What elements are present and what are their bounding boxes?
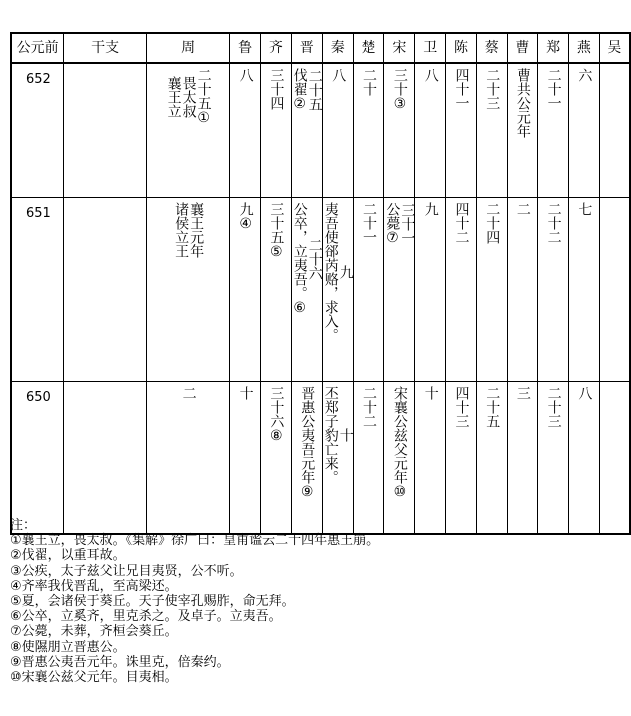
cell-text: 六 xyxy=(576,68,593,82)
cell-wei xyxy=(415,382,446,535)
year-cell: 652 xyxy=(11,63,64,198)
cell-text: 二十二 xyxy=(361,386,378,428)
table-row xyxy=(11,382,630,535)
cell-text: 畏太叔 xyxy=(180,76,197,118)
cell-song xyxy=(384,382,415,535)
header-qi: 齐 xyxy=(260,33,291,63)
year-cell: 650 xyxy=(11,382,64,535)
cell-text: 二十 xyxy=(361,68,378,96)
cell-text: 二十一 xyxy=(361,202,378,244)
cell-text: 二十四 xyxy=(484,202,501,244)
cell-text: 二十五① xyxy=(195,68,212,126)
ganzhi-cell xyxy=(64,382,147,535)
header-year: 公元前 xyxy=(11,33,64,63)
header-lu: 鲁 xyxy=(230,33,261,63)
header-chen: 陈 xyxy=(446,33,477,63)
cell-cao xyxy=(507,198,538,382)
table-body xyxy=(11,63,630,534)
cell-text: 二十二 xyxy=(545,202,562,244)
note-line: ⑦公薨，未葬，齐桓会葵丘。 xyxy=(10,624,178,640)
cell-cai xyxy=(476,63,507,198)
cell-text: 襄王立 xyxy=(165,76,182,118)
cell-lu xyxy=(230,382,261,535)
note-line: ①襄王立，畏太叔。《集解》徐广曰：皇甫谧云二十四年惠王崩。 xyxy=(10,533,380,549)
note-line: ⑨晋惠公夷吾元年。诛里克，倍秦约。 xyxy=(10,654,230,670)
cell-qin xyxy=(322,382,353,535)
cell-zhou xyxy=(146,198,229,382)
cell-song xyxy=(384,63,415,198)
cell-yan xyxy=(569,382,600,535)
note-line: ③公疾，太子兹父让兄目夷贤，公不听。 xyxy=(10,563,243,579)
cell-text: 七 xyxy=(576,202,593,216)
cell-text: 曹共公元年 xyxy=(514,68,531,138)
cell-text: 诸侯立王 xyxy=(173,202,190,258)
header-song: 宋 xyxy=(384,33,415,63)
cell-text: 襄王元年 xyxy=(188,202,205,258)
cell-text: 二 xyxy=(514,202,531,216)
cell-text: 晋惠公夷吾元年⑨ xyxy=(299,386,316,500)
cell-text: 十 xyxy=(422,386,439,400)
cell-jin xyxy=(291,63,322,198)
notes-heading: 注： xyxy=(10,518,37,533)
cell-text: 三十一 xyxy=(399,203,416,245)
cell-text: 三十③ xyxy=(391,68,408,112)
cell-zheng xyxy=(538,63,569,198)
cell-wu xyxy=(599,382,630,535)
cell-text: 四十三 xyxy=(453,386,470,428)
cell-text: 二十五 xyxy=(484,386,501,428)
cell-jin xyxy=(291,198,322,382)
cell-wei xyxy=(415,198,446,382)
cell-text: 二 xyxy=(180,386,197,400)
cell-lu xyxy=(230,198,261,382)
header-zhou: 周 xyxy=(146,33,229,63)
cell-text: 二十三 xyxy=(545,386,562,428)
cell-zhou xyxy=(146,382,229,535)
cell-qi xyxy=(260,382,291,535)
cell-zheng xyxy=(538,382,569,535)
cell-text: 三十六⑧ xyxy=(268,386,285,444)
cell-text: 伐翟② xyxy=(291,68,308,112)
notes-section xyxy=(10,518,379,685)
cell-text: 丕郑子豹亡来。 xyxy=(322,386,339,484)
cell-chu xyxy=(353,198,384,382)
header-qin: 秦 xyxy=(322,33,353,63)
note-line: ⑧使隰朋立晋惠公。 xyxy=(10,639,126,655)
cell-text: 八 xyxy=(237,68,254,82)
cell-text: 八 xyxy=(576,386,593,400)
cell-zhou xyxy=(146,63,229,198)
header-zheng: 郑 xyxy=(538,33,569,63)
header-chu: 楚 xyxy=(353,33,384,63)
cell-text: 公薨⑦ xyxy=(384,202,401,246)
cell-text: 八 xyxy=(422,68,439,82)
cell-chu xyxy=(353,382,384,535)
header-ganzhi: 干支 xyxy=(64,33,147,63)
cell-text: 四十一 xyxy=(453,68,470,110)
header-wu: 吴 xyxy=(599,33,630,63)
header-yan: 燕 xyxy=(569,33,600,63)
cell-text: 八 xyxy=(330,68,347,82)
cell-text: 十 xyxy=(337,428,354,442)
cell-text: 二十六 xyxy=(306,238,323,280)
header-row xyxy=(11,33,630,63)
cell-text: 九④ xyxy=(237,202,254,232)
cell-lu xyxy=(230,63,261,198)
header-cai: 蔡 xyxy=(476,33,507,63)
note-line: ⑥公卒，立奚齐，里克杀之。及卓子。立夷吾。 xyxy=(10,609,282,625)
cell-yan xyxy=(569,198,600,382)
cell-chu xyxy=(353,63,384,198)
cell-text: 二十一 xyxy=(545,68,562,110)
cell-wu xyxy=(599,63,630,198)
cell-wei xyxy=(415,63,446,198)
cell-qi xyxy=(260,198,291,382)
cell-text: 二十三 xyxy=(484,68,501,110)
cell-qin xyxy=(322,63,353,198)
cell-text: 三十四 xyxy=(268,68,285,110)
note-line: ⑩宋襄公兹父元年。目夷相。 xyxy=(10,670,178,686)
cell-song xyxy=(384,198,415,382)
cell-cai xyxy=(476,382,507,535)
cell-text: 十 xyxy=(237,386,254,400)
ganzhi-cell xyxy=(64,63,147,198)
cell-cao xyxy=(507,63,538,198)
cell-text: 二十五 xyxy=(306,69,323,111)
table-row xyxy=(11,63,630,198)
cell-text: 四十二 xyxy=(453,202,470,244)
note-line: ④齐率我伐晋乱，至高梁还。 xyxy=(10,578,178,594)
cell-cai xyxy=(476,198,507,382)
cell-qin xyxy=(322,198,353,382)
note-line: ②伐翟，以重耳故。 xyxy=(10,548,126,564)
year-cell: 651 xyxy=(11,198,64,382)
cell-cao xyxy=(507,382,538,535)
cell-wu xyxy=(599,198,630,382)
cell-text: 三 xyxy=(514,386,531,400)
cell-chen xyxy=(446,63,477,198)
header-cao: 曹 xyxy=(507,33,538,63)
cell-text: 夷吾使郤芮赂，求入。 xyxy=(322,202,339,342)
ganzhi-cell xyxy=(64,198,147,382)
cell-text: 九 xyxy=(337,265,354,279)
chronology-table xyxy=(10,32,631,535)
cell-text: 宋襄公兹父元年⑩ xyxy=(391,386,408,500)
table-row xyxy=(11,198,630,382)
header-wei: 卫 xyxy=(415,33,446,63)
cell-text: 九 xyxy=(422,202,439,216)
cell-text: 公卒，立夷吾。⑥ xyxy=(291,202,308,316)
cell-yan xyxy=(569,63,600,198)
cell-qi xyxy=(260,63,291,198)
cell-chen xyxy=(446,198,477,382)
header-jin: 晋 xyxy=(291,33,322,63)
cell-jin xyxy=(291,382,322,535)
cell-chen xyxy=(446,382,477,535)
note-line: ⑤夏，会诸侯于葵丘。天子使宰孔赐胙，命无拜。 xyxy=(10,594,295,610)
cell-zheng xyxy=(538,198,569,382)
cell-text: 三十五⑤ xyxy=(268,202,285,260)
